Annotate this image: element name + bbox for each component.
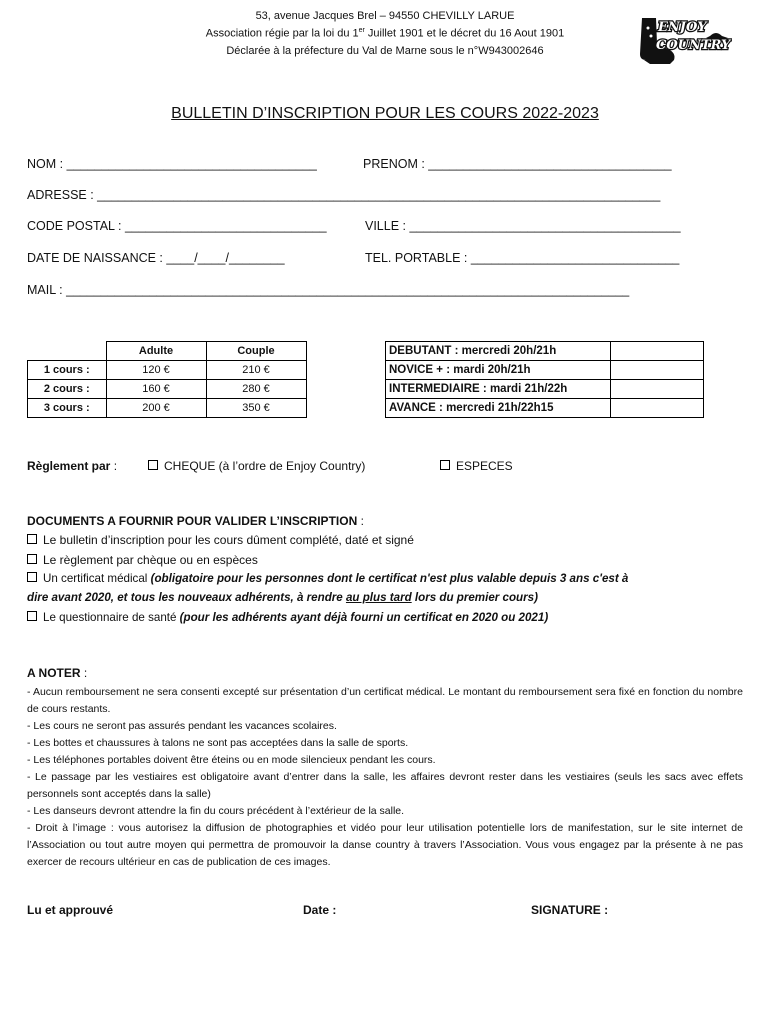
- level-row: [386, 380, 704, 399]
- checkbox-icon[interactable]: [440, 460, 450, 470]
- notes-title: A NOTER :: [27, 666, 88, 680]
- checkbox-icon[interactable]: [27, 554, 37, 564]
- lu-et-approuve: Lu et approuvé: [27, 903, 114, 917]
- prenom-field[interactable]: PRENOM : ___________________________________: [363, 157, 672, 171]
- date-label: Date :: [303, 903, 337, 917]
- col-couple: Couple: [206, 342, 306, 361]
- price-row-label: 3 cours :: [28, 399, 107, 418]
- document-item: Le bulletin d’inscription pour les cours dûment complété, daté et signé: [27, 533, 414, 547]
- document-item-continued: dire avant 2020, et tous les nouveaux adhérents, à rendre au plus tard lors du premier cours): [27, 591, 538, 604]
- checkbox-icon[interactable]: [27, 534, 37, 544]
- price-adulte: 120 €: [106, 361, 206, 380]
- price-adulte: 200 €: [106, 399, 206, 418]
- level-checkbox[interactable]: [611, 342, 704, 361]
- page-title: BULLETIN D’INSCRIPTION POUR LES COURS 2022-2023: [171, 105, 599, 122]
- payment-cheque-option[interactable]: CHEQUE (à l’ordre de Enjoy Country): [148, 459, 365, 473]
- level-row: [386, 342, 704, 361]
- price-row: [28, 361, 307, 380]
- price-couple: 350 €: [206, 399, 306, 418]
- enjoy-country-logo: [636, 14, 732, 66]
- note-item: - Les téléphones portables doivent être éteins ou en mode silencieux pendant les cours.: [27, 754, 436, 766]
- checkbox-icon[interactable]: [27, 572, 37, 582]
- price-row: [28, 399, 307, 418]
- note-item: - Les cours ne seront pas assurés pendant les vacances scolaires.: [27, 720, 337, 732]
- document-item: Le règlement par chèque ou en espèces: [27, 553, 258, 567]
- code-postal-field[interactable]: CODE POSTAL : _____________________________: [27, 219, 327, 233]
- price-table: [27, 341, 307, 418]
- note-item: - Les danseurs devront attendre la fin du cours précédent à l’extérieur de la salle.: [27, 805, 405, 817]
- levels-table: [385, 341, 704, 418]
- level-intermediaire: INTERMEDIAIRE : mardi 21h/22h: [386, 380, 611, 399]
- level-checkbox[interactable]: [611, 380, 704, 399]
- association-address: 53, avenue Jacques Brel – 94550 CHEVILLY LARUE: [255, 10, 515, 22]
- note-item: - Le passage par les vestiaires est obligatoire avant d’entrer dans la salle, les affaires devront rester dans les vestiaires (seuls les sacs avec effets personnels sont acceptés dans la salle): [27, 771, 743, 800]
- note-item: - Les bottes et chaussures à talons ne sont pas acceptées dans la salle de sports.: [27, 737, 409, 749]
- level-checkbox[interactable]: [611, 361, 704, 380]
- document-item: Un certificat médical (obligatoire pour les personnes dont le certificat n'est plus valable depuis 3 ans c'est à: [27, 572, 628, 585]
- adresse-field[interactable]: ADRESSE : _________________________________________________________________________________: [27, 188, 661, 202]
- level-debutant: DEBUTANT : mercredi 20h/21h: [386, 342, 611, 361]
- level-novice: NOVICE + : mardi 20h/21h: [386, 361, 611, 380]
- nom-field[interactable]: NOM : ____________________________________: [27, 157, 317, 171]
- price-row-label: 1 cours :: [28, 361, 107, 380]
- price-table-header: [28, 342, 307, 361]
- level-row: [386, 361, 704, 380]
- association-registration: Déclarée à la préfecture du Val de Marne sous le n°W943002646: [226, 45, 544, 57]
- signature-label: SIGNATURE :: [531, 903, 609, 917]
- price-adulte: 160 €: [106, 380, 206, 399]
- checkbox-icon[interactable]: [27, 611, 37, 621]
- checkbox-icon[interactable]: [148, 460, 158, 470]
- price-row-label: 2 cours :: [28, 380, 107, 399]
- notes-list: [27, 684, 743, 871]
- documents-title: DOCUMENTS A FOURNIR POUR VALIDER L’INSCRIPTION :: [27, 514, 364, 528]
- document-item: Le questionnaire de santé (pour les adhérents ayant déjà fourni un certificat en 2020 ou 2021): [27, 611, 548, 624]
- payment-label: Règlement par :: [27, 459, 118, 473]
- level-row: [386, 399, 704, 418]
- note-item: - Droit à l’image : vous autorisez la diffusion de photographies et vidéo pour leur utilisation potentielle lors de manifestation, sur le site internet de l’Association ou tout autre moyen qui permettra de promouvoir la danse country à travers l’Association. Vous vous engagez par la présente à ne pas exercer de recours ultérieur en cas de publication de ces images.: [27, 822, 743, 868]
- association-legal-line: Association régie par la loi du 1er Juillet 1901 et le décret du 16 Aout 1901: [205, 27, 565, 40]
- ville-field[interactable]: VILLE : _______________________________________: [365, 219, 681, 233]
- price-row: [28, 380, 307, 399]
- tel-portable-field[interactable]: TEL. PORTABLE : ______________________________: [365, 251, 680, 265]
- price-couple: 210 €: [206, 361, 306, 380]
- note-item: - Aucun remboursement ne sera consenti excepté sur présentation d’un certificat médical. Le montant du remboursement sera fixé en fonction du nombre de cours restants.: [27, 686, 743, 715]
- price-couple: 280 €: [206, 380, 306, 399]
- col-adulte: Adulte: [106, 342, 206, 361]
- level-checkbox[interactable]: [611, 399, 704, 418]
- date-naissance-field[interactable]: DATE DE NAISSANCE : ____/____/________: [27, 251, 285, 265]
- level-avance: AVANCE : mercredi 21h/22h15: [386, 399, 611, 418]
- logo-text-top: ENJOY: [658, 20, 707, 35]
- payment-especes-option[interactable]: ESPECES: [440, 459, 513, 473]
- logo-text-bottom: COUNTRY: [656, 38, 731, 53]
- mail-field[interactable]: MAIL : _________________________________________________________________________________: [27, 283, 630, 297]
